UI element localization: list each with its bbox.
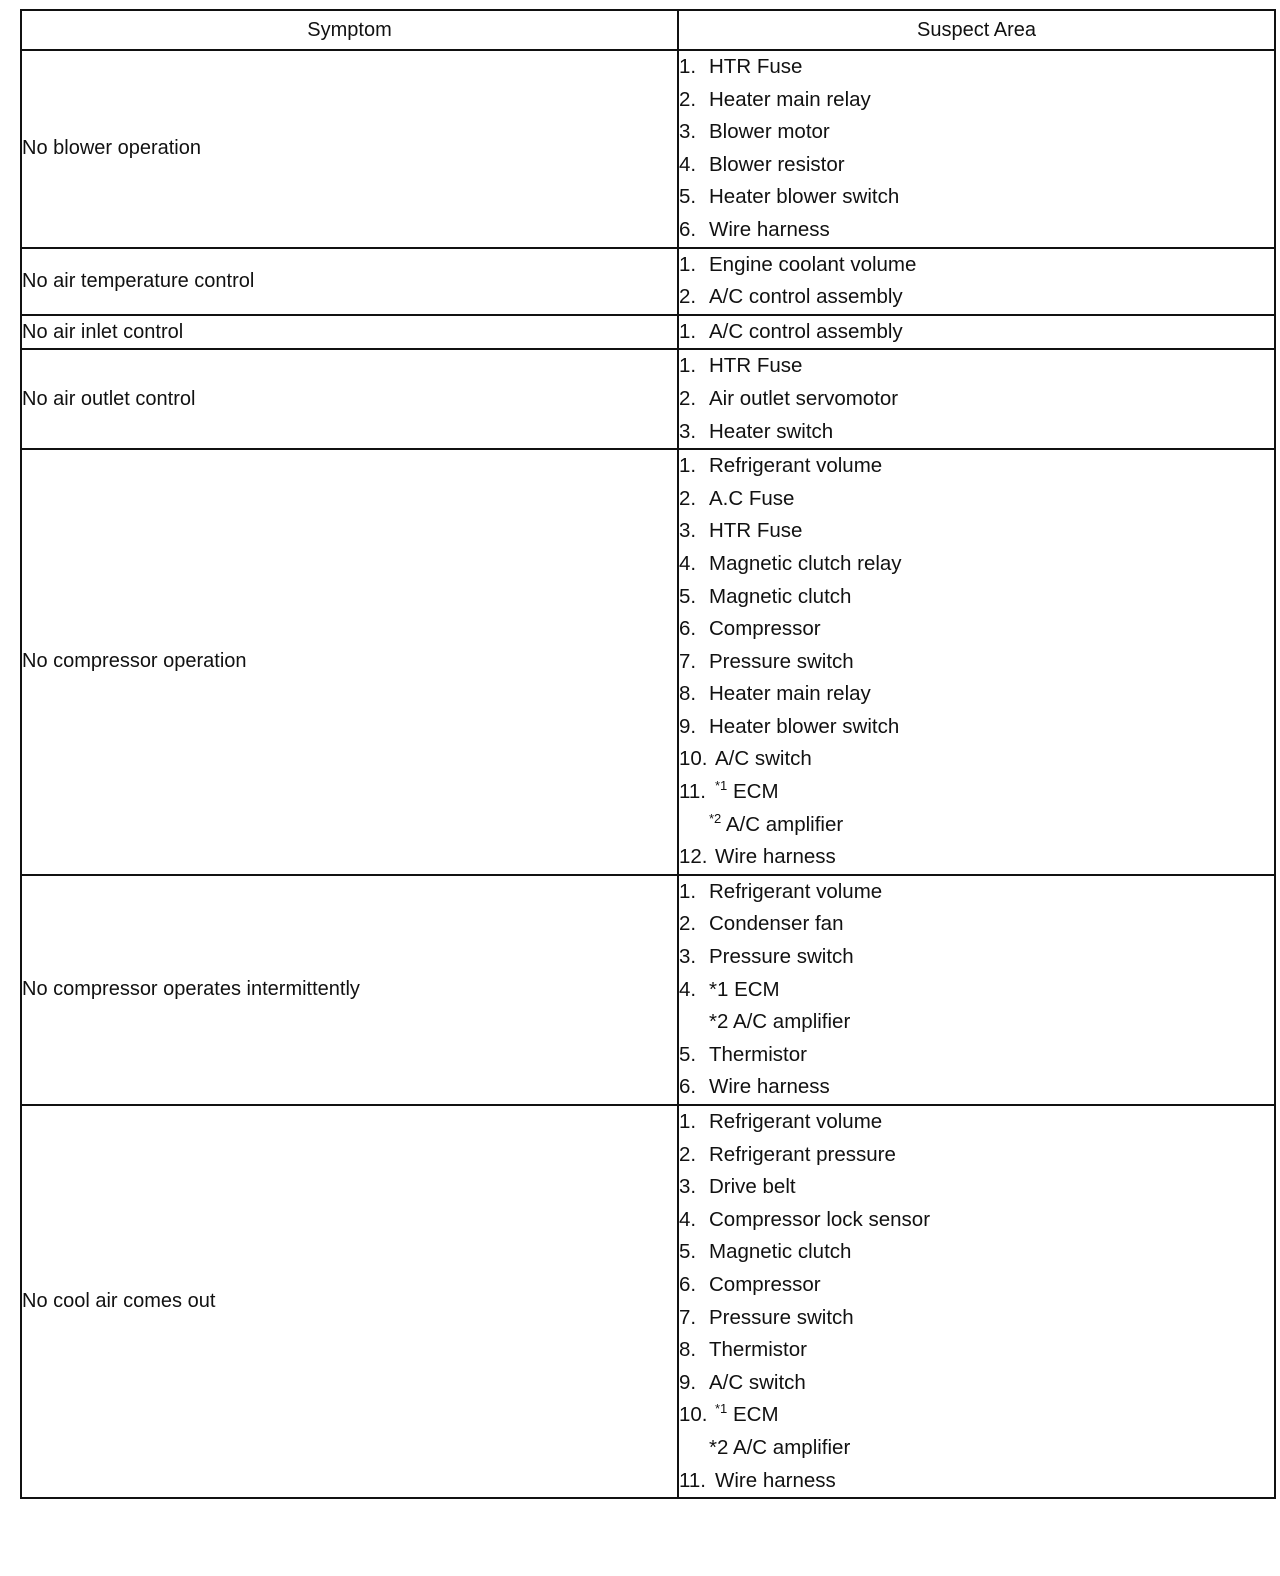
item-text: Heater switch [709, 419, 834, 443]
item-number: 5. [679, 185, 697, 209]
item-number: 7. [679, 649, 697, 673]
item-number: 9. [679, 1370, 697, 1394]
item-number: 2. [679, 486, 697, 510]
item-text: ECM [733, 1403, 779, 1427]
troubleshooting-table [20, 9, 1276, 1499]
item-text: Heater blower switch [709, 185, 900, 209]
item-text: ECM [733, 780, 779, 804]
item-number: 6. [679, 617, 697, 641]
list-item [679, 316, 1274, 349]
item-number: 2. [679, 285, 697, 309]
list-item [679, 181, 1274, 214]
item-number: 1. [679, 454, 697, 478]
item-text: HTR Fuse [709, 354, 803, 378]
list-item [679, 1204, 1274, 1237]
item-text: Wire harness [709, 217, 830, 241]
item-text: A/C switch [715, 747, 812, 771]
footnote-mark: *1 [715, 778, 728, 794]
item-number: 8. [679, 1338, 697, 1362]
list-item [679, 116, 1274, 149]
suspect-area-header: Suspect Area [678, 10, 1275, 50]
item-text: *2 A/C amplifier [709, 1435, 851, 1459]
item-number: 2. [679, 386, 697, 410]
list-item [679, 809, 1274, 842]
list-item [679, 515, 1274, 548]
item-number: 5. [679, 584, 697, 608]
list-item [679, 350, 1274, 383]
item-text: Heater blower switch [709, 714, 900, 738]
item-text: Thermistor [709, 1042, 807, 1066]
footnote-mark: *1 [715, 1401, 728, 1417]
item-number: 1. [679, 1110, 697, 1133]
list-item [679, 876, 1274, 909]
item-text: Compressor [709, 1272, 821, 1296]
list-item [679, 84, 1274, 117]
symptom-cell: No air inlet control [21, 315, 678, 350]
list-item [679, 711, 1274, 744]
item-number: 2. [679, 1142, 697, 1166]
table-row [21, 1105, 1275, 1498]
item-text: Blower resistor [709, 152, 845, 176]
list-item [679, 1171, 1274, 1204]
suspect-area-list [679, 51, 1274, 247]
item-number: 10. [679, 1403, 708, 1427]
list-item [679, 646, 1274, 679]
item-number: 6. [679, 1272, 697, 1296]
list-item [679, 776, 1274, 809]
item-text: HTR Fuse [709, 55, 803, 78]
item-text: HTR Fuse [709, 519, 803, 543]
item-number: 11. [679, 1468, 706, 1492]
item-number: 3. [679, 419, 697, 443]
list-item [679, 974, 1274, 1007]
list-item [679, 416, 1274, 449]
footnote-mark: *2 [709, 810, 722, 826]
item-number: 5. [679, 1240, 697, 1264]
list-item [679, 249, 1274, 282]
list-item [679, 581, 1274, 614]
item-text: *2 A/C amplifier [709, 1010, 851, 1034]
symptom-cell: No air outlet control [21, 349, 678, 449]
item-text: Refrigerant volume [709, 1110, 883, 1133]
table-row [21, 875, 1275, 1105]
item-text: Magnetic clutch [709, 1240, 852, 1264]
item-text: Heater main relay [709, 682, 871, 706]
item-number: 1. [679, 354, 697, 378]
item-number: 3. [679, 519, 697, 543]
list-item [679, 1302, 1274, 1335]
list-item [679, 1269, 1274, 1302]
item-text: Condenser fan [709, 912, 844, 936]
list-item [679, 383, 1274, 416]
list-item [679, 1399, 1274, 1432]
item-text: Heater main relay [709, 87, 871, 111]
list-item [679, 1071, 1274, 1104]
list-item [679, 1334, 1274, 1367]
item-text: Pressure switch [709, 649, 854, 673]
suspect-area-cell [678, 349, 1275, 449]
symptom-cell: No compressor operation [21, 449, 678, 875]
item-text: A.C Fuse [709, 486, 795, 510]
suspect-area-list [679, 316, 1274, 349]
item-text: Drive belt [709, 1175, 796, 1199]
list-item [679, 1106, 1274, 1139]
item-text: Refrigerant pressure [709, 1142, 896, 1166]
item-text: Pressure switch [709, 945, 854, 969]
item-text: Thermistor [709, 1338, 807, 1362]
list-item [679, 1367, 1274, 1400]
item-text: Pressure switch [709, 1305, 854, 1329]
symptom-header: Symptom [21, 10, 678, 50]
item-text: Wire harness [715, 845, 836, 869]
suspect-area-cell [678, 248, 1275, 315]
item-text: Compressor [709, 617, 821, 641]
item-text: Blower motor [709, 120, 830, 144]
list-item [679, 613, 1274, 646]
item-number: 11. [679, 780, 706, 804]
item-text: Wire harness [709, 1075, 830, 1099]
item-text: A/C control assembly [709, 319, 903, 343]
table-row [21, 248, 1275, 315]
item-number: 3. [679, 945, 697, 969]
item-number: 1. [679, 319, 697, 343]
table-row [21, 449, 1275, 875]
item-text: A/C amplifier [725, 812, 844, 836]
item-number: 4. [679, 551, 697, 575]
item-text: *1 ECM [709, 977, 780, 1001]
suspect-area-list [679, 249, 1274, 314]
list-item [679, 841, 1274, 874]
item-text: Magnetic clutch relay [709, 551, 902, 575]
item-number: 8. [679, 682, 697, 706]
suspect-area-cell [678, 1105, 1275, 1498]
list-item [679, 1006, 1274, 1039]
symptom-cell: No blower operation [21, 50, 678, 248]
suspect-area-list [679, 1106, 1274, 1497]
list-item [679, 678, 1274, 711]
item-number: 1. [679, 879, 697, 903]
suspect-area-list [679, 450, 1274, 874]
item-number: 2. [679, 87, 697, 111]
item-number: 7. [679, 1305, 697, 1329]
list-item [679, 1236, 1274, 1269]
item-text: Engine coolant volume [709, 252, 917, 276]
table-body [21, 50, 1275, 1498]
list-item [679, 941, 1274, 974]
item-number: 3. [679, 1175, 697, 1199]
item-text: Magnetic clutch [709, 584, 852, 608]
list-item [679, 214, 1274, 247]
list-item [679, 483, 1274, 516]
item-text: A/C control assembly [709, 285, 903, 309]
item-number: 2. [679, 912, 697, 936]
table-row [21, 349, 1275, 449]
item-number: 5. [679, 1042, 697, 1066]
table-row [21, 50, 1275, 248]
suspect-area-list [679, 350, 1274, 448]
item-number: 10. [679, 747, 708, 771]
suspect-area-cell [678, 50, 1275, 248]
item-number: 4. [679, 152, 697, 176]
item-number: 1. [679, 252, 697, 276]
header-row [21, 10, 1275, 50]
suspect-area-list [679, 876, 1274, 1104]
item-text: Refrigerant volume [709, 454, 883, 478]
suspect-area-cell [678, 875, 1275, 1105]
list-item [679, 1139, 1274, 1172]
item-number: 1. [679, 55, 697, 78]
item-number: 12. [679, 845, 708, 869]
list-item [679, 149, 1274, 182]
list-item [679, 51, 1274, 84]
item-number: 6. [679, 217, 697, 241]
item-number: 4. [679, 977, 697, 1001]
item-text: Wire harness [715, 1468, 836, 1492]
list-item [679, 1039, 1274, 1072]
symptom-cell: No air temperature control [21, 248, 678, 315]
list-item [679, 1432, 1274, 1465]
list-item [679, 281, 1274, 314]
item-number: 6. [679, 1075, 697, 1099]
list-item [679, 743, 1274, 776]
item-text: Refrigerant volume [709, 879, 883, 903]
item-text: Compressor lock sensor [709, 1207, 931, 1231]
item-text: A/C switch [709, 1370, 806, 1394]
suspect-area-cell [678, 449, 1275, 875]
item-text: Air outlet servomotor [709, 386, 899, 410]
list-item [679, 908, 1274, 941]
symptom-cell: No cool air comes out [21, 1105, 678, 1498]
symptom-cell: No compressor operates intermittently [21, 875, 678, 1105]
suspect-area-cell [678, 315, 1275, 350]
item-number: 3. [679, 120, 697, 144]
table-row [21, 315, 1275, 350]
list-item [679, 1465, 1274, 1498]
list-item [679, 450, 1274, 483]
list-item [679, 548, 1274, 581]
item-number: 4. [679, 1207, 697, 1231]
item-number: 9. [679, 714, 697, 738]
